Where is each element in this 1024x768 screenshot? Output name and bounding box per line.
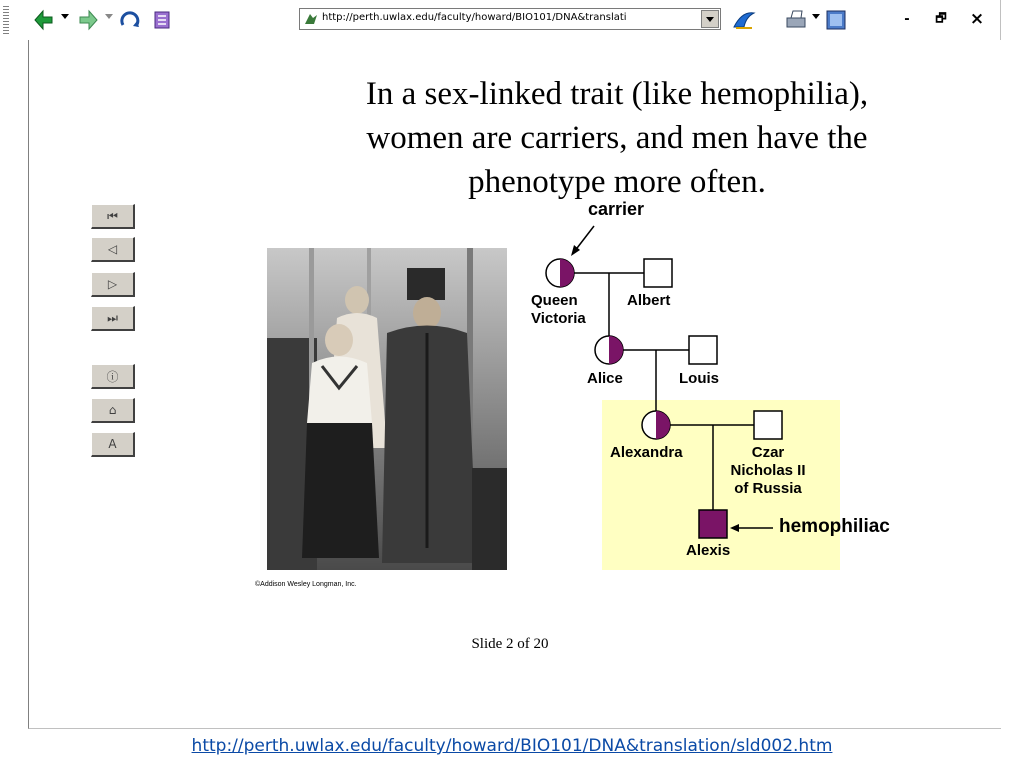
text-icon: A xyxy=(108,437,117,451)
minimize-button[interactable]: - xyxy=(904,11,910,27)
queen-label-line: Queen xyxy=(531,292,578,309)
forward-dropdown-icon[interactable] xyxy=(105,14,113,19)
alexis-symbol xyxy=(699,510,727,538)
carrier-label: carrier xyxy=(588,199,645,219)
last-slide-icon: ⏭ xyxy=(107,310,118,325)
close-button[interactable]: × xyxy=(969,9,985,29)
info-icon: ⓘ xyxy=(106,369,119,384)
albert-label: Albert xyxy=(627,292,671,309)
louis-label: Louis xyxy=(679,370,719,387)
slide-area xyxy=(28,40,1001,729)
alexis-label: Alexis xyxy=(686,542,731,559)
restore-button[interactable]: 🗗 xyxy=(935,10,947,25)
refresh-icon[interactable] xyxy=(118,8,142,32)
toolbar-grip[interactable] xyxy=(3,6,9,34)
louis-symbol xyxy=(689,336,717,364)
slide-url-link[interactable]: http://perth.uwlax.edu/faculty/howard/BIO101/DNA&translation/sld002.htm xyxy=(191,736,833,756)
queen-label-line: Victoria xyxy=(531,310,586,327)
print-icon[interactable] xyxy=(784,8,808,32)
slide-title-line: phenotype more often. xyxy=(468,164,766,200)
page-icon xyxy=(304,12,318,26)
alexandra-label: Alexandra xyxy=(610,444,683,461)
print-dropdown-icon[interactable] xyxy=(812,14,820,19)
slide-counter: Slide 2 of 20 xyxy=(471,636,549,652)
browser-toolbar xyxy=(0,0,1001,40)
home-icon: ⌂ xyxy=(108,403,117,417)
stop-icon[interactable] xyxy=(150,8,174,32)
address-bar[interactable] xyxy=(299,8,721,30)
czar-label-line: Czar xyxy=(751,444,785,461)
display-icon[interactable] xyxy=(824,8,848,32)
queen-victoria-label xyxy=(531,292,586,328)
next-slide-icon: ▷ xyxy=(107,277,118,291)
alice-label: Alice xyxy=(587,370,623,387)
previous-slide-icon: ◁ xyxy=(107,242,118,256)
address-dropdown-button[interactable] xyxy=(701,10,719,28)
chevron-down-icon xyxy=(706,17,714,22)
back-dropdown-icon[interactable] xyxy=(61,14,69,19)
photo-credit: ©Addison Wesley Longman, Inc. xyxy=(255,581,357,588)
first-slide-icon: ⏮ xyxy=(107,208,118,223)
albert-symbol xyxy=(644,259,672,287)
forward-icon[interactable] xyxy=(76,8,100,32)
pedigree-chart xyxy=(29,40,1001,728)
browser-logo-icon[interactable] xyxy=(732,8,756,32)
address-url[interactable]: http://perth.uwlax.edu/faculty/howard/BIO101/DNA&translati xyxy=(322,12,627,23)
footer-url-bar xyxy=(0,736,1024,756)
slide-title-line: In a sex-linked trait (like hemophilia), xyxy=(365,76,869,112)
hemophiliac-label: hemophiliac xyxy=(779,516,890,537)
czar-label-line: Nicholas II xyxy=(730,462,806,479)
back-icon[interactable] xyxy=(32,8,56,32)
slide-title-line: women are carriers, and men have the xyxy=(366,120,868,156)
czar-nicholas-symbol xyxy=(754,411,782,439)
czar-nicholas-label xyxy=(723,444,813,498)
czar-label-line: of Russia xyxy=(734,480,802,497)
